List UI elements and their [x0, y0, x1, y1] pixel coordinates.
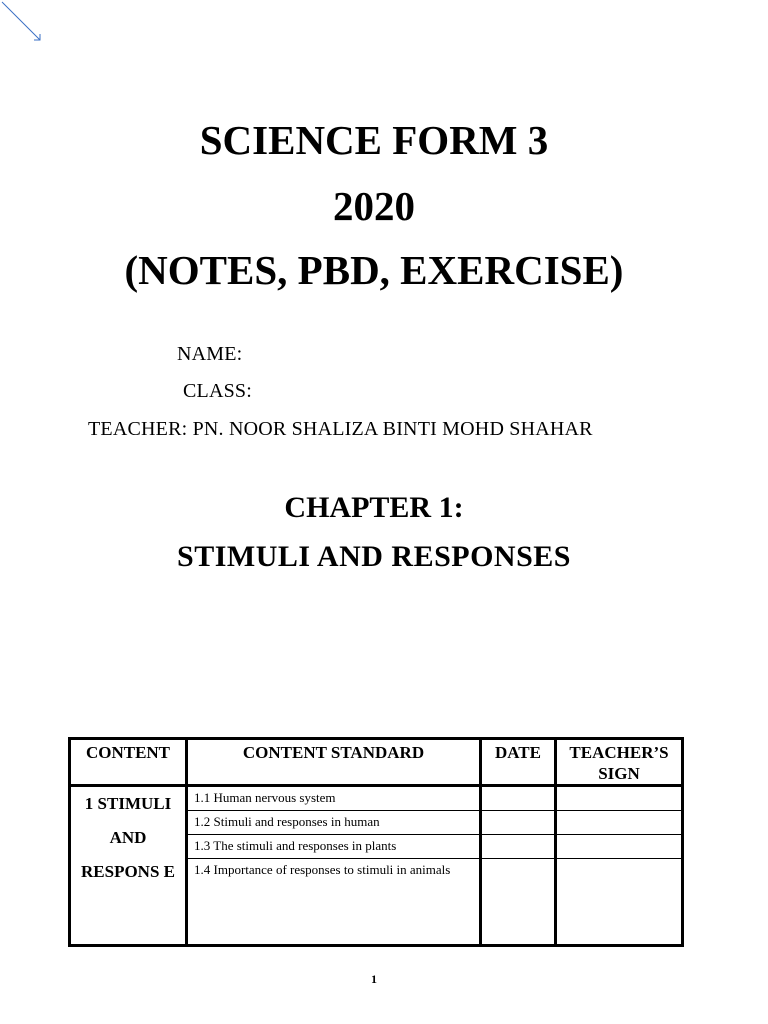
class-label: CLASS: [183, 380, 253, 402]
date-cell[interactable] [481, 835, 556, 859]
progress-table [68, 737, 684, 947]
table-header-row [70, 739, 683, 786]
sign-cell[interactable] [556, 811, 683, 835]
name-label: NAME: [177, 343, 243, 365]
table-row [70, 786, 683, 811]
chapter-title: STIMULI AND RESPONSES [177, 540, 571, 573]
header-content: CONTENT [70, 739, 187, 786]
content-standard-cell: 1.3 The stimuli and responses in plants [187, 835, 481, 859]
date-cell[interactable] [481, 786, 556, 811]
header-content-standard: CONTENT STANDARD [187, 739, 481, 786]
content-standard-cell: 1.1 Human nervous system [187, 786, 481, 811]
teacher-line: TEACHER: PN. NOOR SHALIZA BINTI MOHD SHAHAR [88, 418, 593, 440]
corner-arrow-icon [0, 0, 46, 46]
content-standard-cell: 1.4 Importance of responses to stimuli in animals [187, 859, 481, 946]
content-topic-cell: 1 STIMULI AND RESPONS E [70, 786, 187, 946]
document-title-line-1: SCIENCE FORM 3 [199, 117, 549, 163]
sign-cell[interactable] [556, 786, 683, 811]
header-date: DATE [481, 739, 556, 786]
date-cell[interactable] [481, 859, 556, 946]
date-cell[interactable] [481, 811, 556, 835]
document-title-line-3: (NOTES, PBD, EXERCISE) [124, 247, 624, 293]
document-title-line-2: 2020 [333, 183, 415, 229]
sign-cell[interactable] [556, 835, 683, 859]
page-number: 1 [371, 972, 377, 986]
content-standard-cell: 1.2 Stimuli and responses in human [187, 811, 481, 835]
header-teacher-sign: TEACHER’S SIGN [556, 739, 683, 786]
sign-cell[interactable] [556, 859, 683, 946]
chapter-heading: CHAPTER 1: [284, 491, 464, 524]
